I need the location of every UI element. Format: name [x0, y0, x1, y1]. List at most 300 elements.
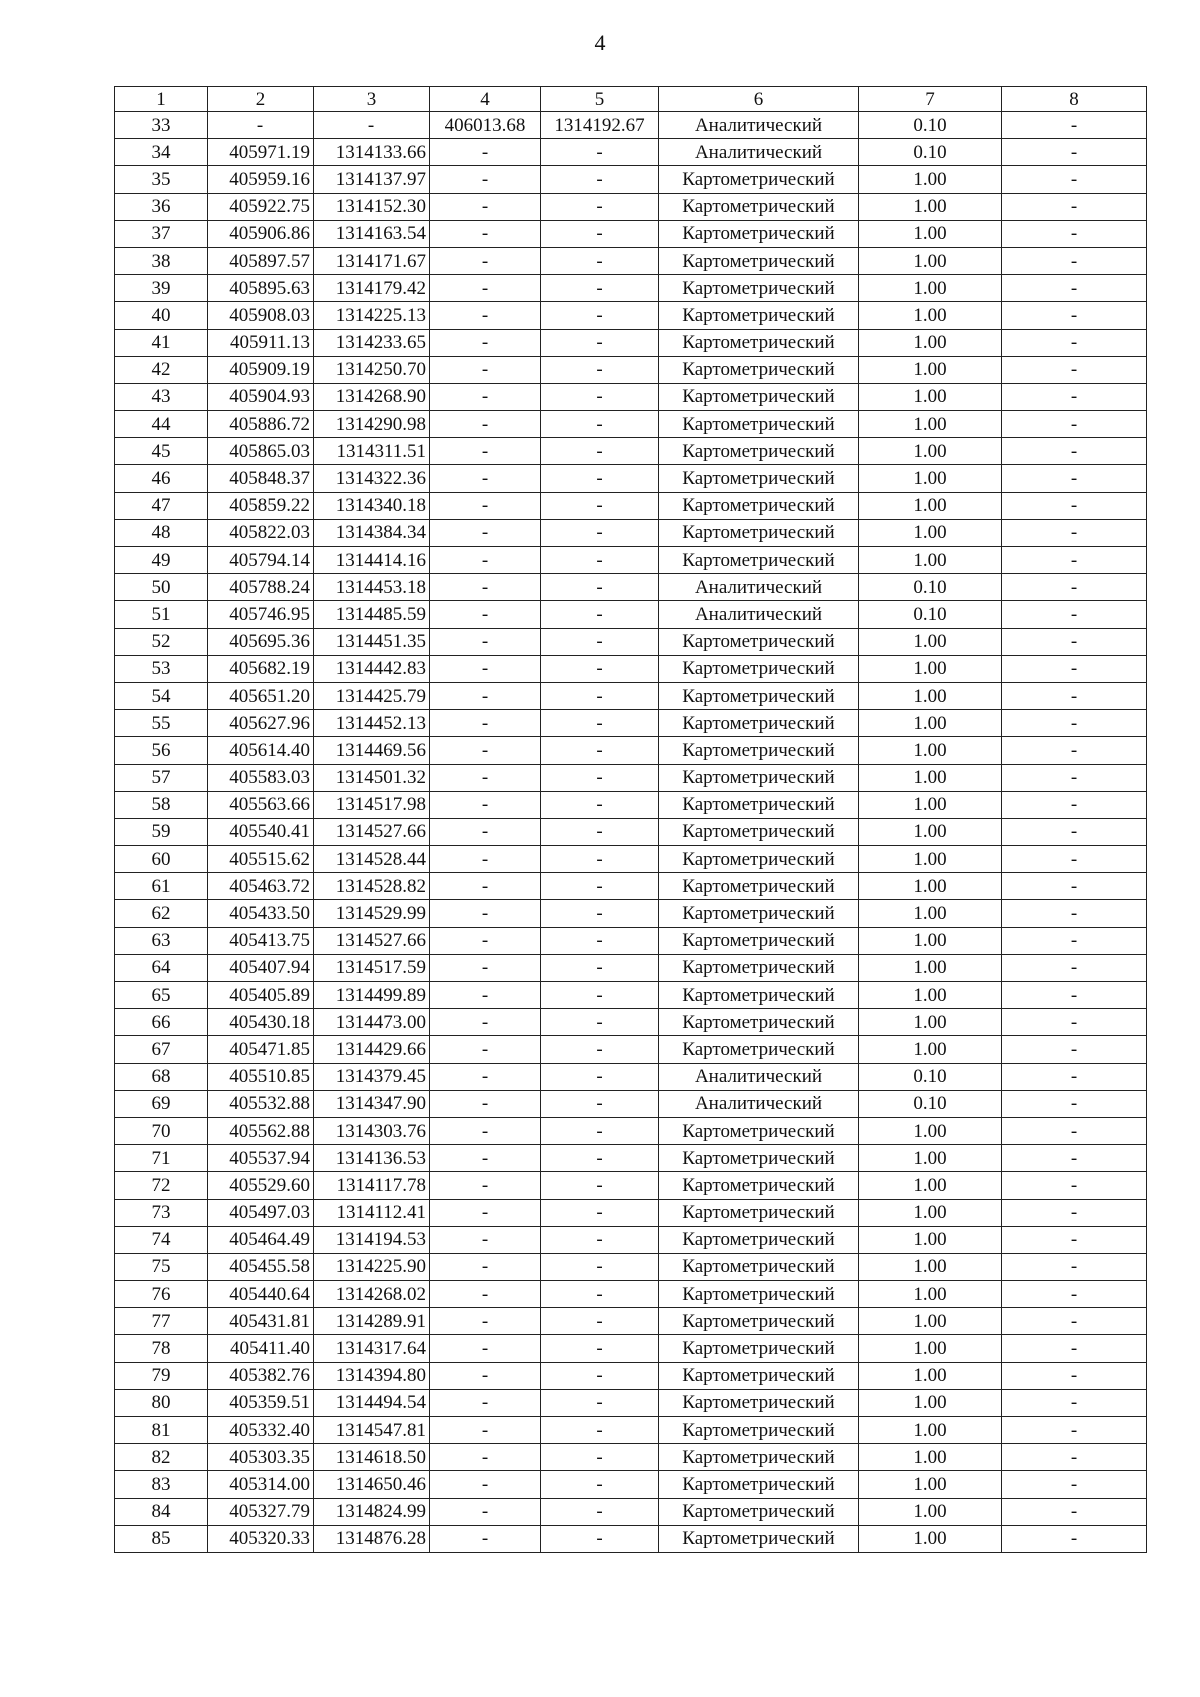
- table-cell: -: [541, 601, 659, 628]
- table-cell: -: [1002, 383, 1147, 410]
- table-cell: 1314290.98: [314, 411, 430, 438]
- table-cell: 1.00: [859, 900, 1002, 927]
- table-cell: 1.00: [859, 1308, 1002, 1335]
- table-cell: -: [208, 112, 314, 139]
- table-cell: Картометрический: [659, 275, 859, 302]
- table-cell: Картометрический: [659, 1009, 859, 1036]
- table-cell: 405430.18: [208, 1009, 314, 1036]
- table-cell: -: [1002, 1253, 1147, 1280]
- table-cell: 0.10: [859, 112, 1002, 139]
- table-row: [115, 655, 1147, 682]
- table-cell: -: [541, 791, 659, 818]
- table-cell: 1.00: [859, 220, 1002, 247]
- table-cell: -: [1002, 682, 1147, 709]
- table-cell: 405908.03: [208, 302, 314, 329]
- table-cell: -: [1002, 1063, 1147, 1090]
- table-cell: 405463.72: [208, 873, 314, 900]
- table-cell: -: [430, 139, 541, 166]
- table-cell: -: [541, 1444, 659, 1471]
- table-cell: 1.00: [859, 1335, 1002, 1362]
- table-cell: 1.00: [859, 982, 1002, 1009]
- table-cell: 405411.40: [208, 1335, 314, 1362]
- table-cell: 82: [115, 1444, 208, 1471]
- table-cell: 1.00: [859, 1417, 1002, 1444]
- table-cell: Картометрический: [659, 1253, 859, 1280]
- table-cell: -: [1002, 1117, 1147, 1144]
- table-cell: -: [541, 329, 659, 356]
- table-cell: 405562.88: [208, 1117, 314, 1144]
- table-cell: 405886.72: [208, 411, 314, 438]
- table-cell: -: [541, 1417, 659, 1444]
- table-cell: Картометрический: [659, 166, 859, 193]
- table-cell: 1314192.67: [541, 112, 659, 139]
- table-row: [115, 1090, 1147, 1117]
- table-cell: -: [541, 411, 659, 438]
- table-cell: Картометрический: [659, 1498, 859, 1525]
- table-cell: -: [1002, 1145, 1147, 1172]
- table-cell: -: [541, 682, 659, 709]
- table-cell: 405859.22: [208, 492, 314, 519]
- table-cell: 405529.60: [208, 1172, 314, 1199]
- table-cell: 405614.40: [208, 737, 314, 764]
- table-cell: -: [541, 982, 659, 1009]
- table-row: [115, 438, 1147, 465]
- table-cell: -: [541, 900, 659, 927]
- column-header: 6: [659, 87, 859, 112]
- table-row: [115, 1199, 1147, 1226]
- table-cell: -: [541, 1117, 659, 1144]
- table-cell: 1314527.66: [314, 927, 430, 954]
- table-row: [115, 601, 1147, 628]
- table-row: [115, 791, 1147, 818]
- table-cell: 1314347.90: [314, 1090, 430, 1117]
- table-cell: Картометрический: [659, 737, 859, 764]
- table-cell: 405651.20: [208, 682, 314, 709]
- table-cell: Аналитический: [659, 1063, 859, 1090]
- table-cell: Картометрический: [659, 1226, 859, 1253]
- table-cell: 1314303.76: [314, 1117, 430, 1144]
- table-cell: -: [541, 1226, 659, 1253]
- table-cell: -: [541, 1145, 659, 1172]
- table-cell: 48: [115, 519, 208, 546]
- column-header: 2: [208, 87, 314, 112]
- table-cell: -: [430, 193, 541, 220]
- table-cell: -: [430, 710, 541, 737]
- table-cell: -: [430, 1471, 541, 1498]
- table-cell: 405407.94: [208, 954, 314, 981]
- table-cell: 51: [115, 601, 208, 628]
- table-cell: -: [1002, 818, 1147, 845]
- table-cell: -: [1002, 519, 1147, 546]
- table-cell: 405510.85: [208, 1063, 314, 1090]
- table-cell: -: [541, 383, 659, 410]
- table-cell: 34: [115, 139, 208, 166]
- table-cell: 53: [115, 655, 208, 682]
- table-cell: -: [541, 1090, 659, 1117]
- table-cell: 73: [115, 1199, 208, 1226]
- table-cell: -: [541, 1281, 659, 1308]
- table-cell: Картометрический: [659, 764, 859, 791]
- table-cell: 46: [115, 465, 208, 492]
- table-cell: 405303.35: [208, 1444, 314, 1471]
- table-cell: -: [1002, 1281, 1147, 1308]
- table-cell: -: [1002, 1444, 1147, 1471]
- table-cell: 1314473.00: [314, 1009, 430, 1036]
- table-cell: -: [1002, 927, 1147, 954]
- table-cell: -: [541, 1172, 659, 1199]
- table-cell: 40: [115, 302, 208, 329]
- table-cell: 1314268.02: [314, 1281, 430, 1308]
- table-cell: 1314340.18: [314, 492, 430, 519]
- table-body: [115, 112, 1147, 1553]
- table-cell: 405822.03: [208, 519, 314, 546]
- table-cell: -: [541, 710, 659, 737]
- table-cell: 1.00: [859, 383, 1002, 410]
- table-cell: Картометрический: [659, 193, 859, 220]
- table-row: [115, 166, 1147, 193]
- table-cell: 1314311.51: [314, 438, 430, 465]
- table-cell: 1314394.80: [314, 1362, 430, 1389]
- table-cell: -: [430, 1335, 541, 1362]
- table-cell: -: [1002, 356, 1147, 383]
- table-cell: -: [1002, 628, 1147, 655]
- table-cell: 1.00: [859, 247, 1002, 274]
- table-cell: 405909.19: [208, 356, 314, 383]
- table-row: [115, 682, 1147, 709]
- table-cell: -: [430, 655, 541, 682]
- table-cell: -: [430, 1117, 541, 1144]
- table-row: [115, 818, 1147, 845]
- table-row: [115, 302, 1147, 329]
- table-row: [115, 873, 1147, 900]
- table-cell: 76: [115, 1281, 208, 1308]
- table-cell: -: [541, 438, 659, 465]
- table-cell: 1.00: [859, 547, 1002, 574]
- table-cell: 405359.51: [208, 1389, 314, 1416]
- table-cell: -: [1002, 791, 1147, 818]
- table-cell: 1.00: [859, 519, 1002, 546]
- coordinates-table: [114, 86, 1147, 1553]
- table-cell: 85: [115, 1525, 208, 1552]
- table-cell: 1314824.99: [314, 1498, 430, 1525]
- table-cell: 1314171.67: [314, 247, 430, 274]
- table-cell: 1314528.44: [314, 846, 430, 873]
- table-cell: 1.00: [859, 492, 1002, 519]
- table-cell: 1314618.50: [314, 1444, 430, 1471]
- table-row: [115, 411, 1147, 438]
- table-cell: 405922.75: [208, 193, 314, 220]
- table-cell: -: [430, 519, 541, 546]
- table-cell: 83: [115, 1471, 208, 1498]
- page-number: 4: [594, 30, 606, 55]
- table-cell: 1314650.46: [314, 1471, 430, 1498]
- table-cell: 0.10: [859, 139, 1002, 166]
- table-row: [115, 982, 1147, 1009]
- table-cell: 1.00: [859, 302, 1002, 329]
- table-cell: 1.00: [859, 356, 1002, 383]
- table-cell: 405440.64: [208, 1281, 314, 1308]
- table-cell: -: [541, 1389, 659, 1416]
- table-cell: 65: [115, 982, 208, 1009]
- table-cell: -: [541, 1253, 659, 1280]
- table-cell: 1314117.78: [314, 1172, 430, 1199]
- table-cell: 1314442.83: [314, 655, 430, 682]
- table-cell: -: [1002, 1308, 1147, 1335]
- table-cell: -: [541, 1308, 659, 1335]
- table-cell: 56: [115, 737, 208, 764]
- table-cell: Картометрический: [659, 438, 859, 465]
- table-cell: -: [541, 247, 659, 274]
- table-cell: 1.00: [859, 193, 1002, 220]
- table-cell: 1314225.90: [314, 1253, 430, 1280]
- table-cell: 36: [115, 193, 208, 220]
- table-cell: -: [430, 873, 541, 900]
- table-cell: 0.10: [859, 1063, 1002, 1090]
- table-cell: -: [1002, 710, 1147, 737]
- table-cell: 74: [115, 1226, 208, 1253]
- table-row: [115, 1335, 1147, 1362]
- table-cell: 66: [115, 1009, 208, 1036]
- table-cell: -: [430, 601, 541, 628]
- table-row: [115, 1117, 1147, 1144]
- table-cell: -: [541, 193, 659, 220]
- table-cell: Картометрический: [659, 954, 859, 981]
- table-cell: -: [1002, 764, 1147, 791]
- table-cell: 1314527.66: [314, 818, 430, 845]
- table-row: [115, 737, 1147, 764]
- table-cell: 1.00: [859, 846, 1002, 873]
- table-row: [115, 1036, 1147, 1063]
- table-cell: -: [430, 1036, 541, 1063]
- table-cell: 1.00: [859, 1009, 1002, 1036]
- table-cell: -: [1002, 1335, 1147, 1362]
- table-row: [115, 1471, 1147, 1498]
- table-cell: 1314452.13: [314, 710, 430, 737]
- table-cell: 75: [115, 1253, 208, 1280]
- table-cell: -: [1002, 275, 1147, 302]
- table-cell: -: [430, 1362, 541, 1389]
- table-cell: 1.00: [859, 275, 1002, 302]
- table-cell: 1.00: [859, 329, 1002, 356]
- table-cell: 1.00: [859, 764, 1002, 791]
- table-cell: -: [430, 1063, 541, 1090]
- table-cell: 81: [115, 1417, 208, 1444]
- table-cell: Картометрический: [659, 1281, 859, 1308]
- table-cell: -: [1002, 1172, 1147, 1199]
- table-cell: 39: [115, 275, 208, 302]
- table-row: [115, 1063, 1147, 1090]
- table-cell: -: [430, 954, 541, 981]
- table-cell: 1314233.65: [314, 329, 430, 356]
- table-cell: 52: [115, 628, 208, 655]
- table-cell: Картометрический: [659, 1335, 859, 1362]
- table-cell: 1.00: [859, 166, 1002, 193]
- table-cell: 405382.76: [208, 1362, 314, 1389]
- table-cell: -: [430, 791, 541, 818]
- table-cell: 1314469.56: [314, 737, 430, 764]
- table-cell: -: [430, 383, 541, 410]
- table-cell: -: [1002, 737, 1147, 764]
- table-cell: Картометрический: [659, 1308, 859, 1335]
- table-cell: -: [1002, 982, 1147, 1009]
- table-cell: 405563.66: [208, 791, 314, 818]
- table-row: [115, 356, 1147, 383]
- table-cell: -: [430, 682, 541, 709]
- table-cell: -: [541, 1525, 659, 1552]
- table-cell: 405464.49: [208, 1226, 314, 1253]
- table-cell: 57: [115, 764, 208, 791]
- table-cell: 405682.19: [208, 655, 314, 682]
- table-cell: -: [1002, 900, 1147, 927]
- table-row: [115, 193, 1147, 220]
- table-cell: -: [1002, 1090, 1147, 1117]
- table-cell: -: [430, 1444, 541, 1471]
- table-cell: 1314379.45: [314, 1063, 430, 1090]
- table-cell: -: [541, 574, 659, 601]
- table-cell: 405540.41: [208, 818, 314, 845]
- table-cell: -: [1002, 112, 1147, 139]
- table-cell: 72: [115, 1172, 208, 1199]
- table-cell: -: [1002, 601, 1147, 628]
- table-cell: -: [430, 1389, 541, 1416]
- table-cell: 1.00: [859, 628, 1002, 655]
- table-cell: 405897.57: [208, 247, 314, 274]
- table-cell: 63: [115, 927, 208, 954]
- table-cell: -: [1002, 954, 1147, 981]
- table-cell: -: [541, 275, 659, 302]
- table-cell: -: [541, 846, 659, 873]
- table-cell: 1314268.90: [314, 383, 430, 410]
- table-cell: 405327.79: [208, 1498, 314, 1525]
- table-cell: Аналитический: [659, 1090, 859, 1117]
- table-cell: -: [1002, 166, 1147, 193]
- table-cell: Картометрический: [659, 1145, 859, 1172]
- table-cell: 59: [115, 818, 208, 845]
- table-cell: -: [430, 982, 541, 1009]
- table-cell: 405794.14: [208, 547, 314, 574]
- table-row: [115, 465, 1147, 492]
- table-cell: -: [430, 247, 541, 274]
- table-cell: -: [430, 329, 541, 356]
- table-cell: -: [1002, 492, 1147, 519]
- table-cell: 68: [115, 1063, 208, 1090]
- table-row: [115, 1525, 1147, 1552]
- table-cell: Картометрический: [659, 1036, 859, 1063]
- table-cell: -: [430, 438, 541, 465]
- table-cell: -: [430, 1090, 541, 1117]
- table-cell: 61: [115, 873, 208, 900]
- table-cell: 1314547.81: [314, 1417, 430, 1444]
- table-cell: 1314485.59: [314, 601, 430, 628]
- table-cell: 47: [115, 492, 208, 519]
- table-cell: 80: [115, 1389, 208, 1416]
- table-cell: 1314289.91: [314, 1308, 430, 1335]
- table-cell: 1.00: [859, 954, 1002, 981]
- table-cell: 405904.93: [208, 383, 314, 410]
- table-row: [115, 628, 1147, 655]
- table-cell: 35: [115, 166, 208, 193]
- table-row: [115, 927, 1147, 954]
- table-cell: 1.00: [859, 927, 1002, 954]
- table-cell: -: [1002, 220, 1147, 247]
- table-cell: 84: [115, 1498, 208, 1525]
- table-cell: 1.00: [859, 1226, 1002, 1253]
- table-cell: 50: [115, 574, 208, 601]
- table-cell: Картометрический: [659, 1199, 859, 1226]
- table-cell: 405497.03: [208, 1199, 314, 1226]
- table-cell: 1314499.89: [314, 982, 430, 1009]
- table-cell: -: [1002, 302, 1147, 329]
- table-cell: 1314494.54: [314, 1389, 430, 1416]
- table-cell: -: [1002, 574, 1147, 601]
- table-cell: 60: [115, 846, 208, 873]
- table-cell: -: [1002, 465, 1147, 492]
- table-cell: -: [1002, 1226, 1147, 1253]
- table-cell: 1314112.41: [314, 1199, 430, 1226]
- table-cell: Картометрический: [659, 791, 859, 818]
- table-cell: -: [430, 1308, 541, 1335]
- table-cell: 405788.24: [208, 574, 314, 601]
- table-cell: 69: [115, 1090, 208, 1117]
- table-cell: 405971.19: [208, 139, 314, 166]
- table-cell: -: [541, 737, 659, 764]
- table-row: [115, 846, 1147, 873]
- table-cell: -: [541, 1335, 659, 1362]
- table-cell: -: [541, 764, 659, 791]
- table-cell: -: [541, 954, 659, 981]
- table-cell: 405848.37: [208, 465, 314, 492]
- table-cell: -: [541, 1063, 659, 1090]
- table-cell: 405627.96: [208, 710, 314, 737]
- table-cell: 405865.03: [208, 438, 314, 465]
- column-header: 1: [115, 87, 208, 112]
- table-cell: Картометрический: [659, 1362, 859, 1389]
- table-cell: 405455.58: [208, 1253, 314, 1280]
- table-cell: 1314163.54: [314, 220, 430, 247]
- table-cell: 1.00: [859, 818, 1002, 845]
- table-cell: Картометрический: [659, 547, 859, 574]
- table-cell: -: [1002, 247, 1147, 274]
- table-cell: -: [1002, 329, 1147, 356]
- table-cell: -: [430, 900, 541, 927]
- table-cell: 405320.33: [208, 1525, 314, 1552]
- table-cell: -: [430, 574, 541, 601]
- table-cell: -: [1002, 1389, 1147, 1416]
- table-cell: Картометрический: [659, 519, 859, 546]
- table-cell: Картометрический: [659, 383, 859, 410]
- table-cell: Картометрический: [659, 220, 859, 247]
- table-cell: 405695.36: [208, 628, 314, 655]
- table-cell: -: [1002, 1417, 1147, 1444]
- table-cell: 405532.88: [208, 1090, 314, 1117]
- table-cell: -: [1002, 139, 1147, 166]
- table-cell: Картометрический: [659, 302, 859, 329]
- table-cell: 43: [115, 383, 208, 410]
- table-cell: 55: [115, 710, 208, 737]
- table-cell: 1314429.66: [314, 1036, 430, 1063]
- table-row: [115, 1253, 1147, 1280]
- table-cell: -: [541, 465, 659, 492]
- table-cell: 405537.94: [208, 1145, 314, 1172]
- table-cell: 1.00: [859, 1036, 1002, 1063]
- table-cell: -: [1002, 1471, 1147, 1498]
- table-cell: -: [430, 628, 541, 655]
- table-cell: 44: [115, 411, 208, 438]
- table-cell: -: [430, 1498, 541, 1525]
- table-cell: -: [1002, 655, 1147, 682]
- table-cell: -: [541, 547, 659, 574]
- table-row: [115, 900, 1147, 927]
